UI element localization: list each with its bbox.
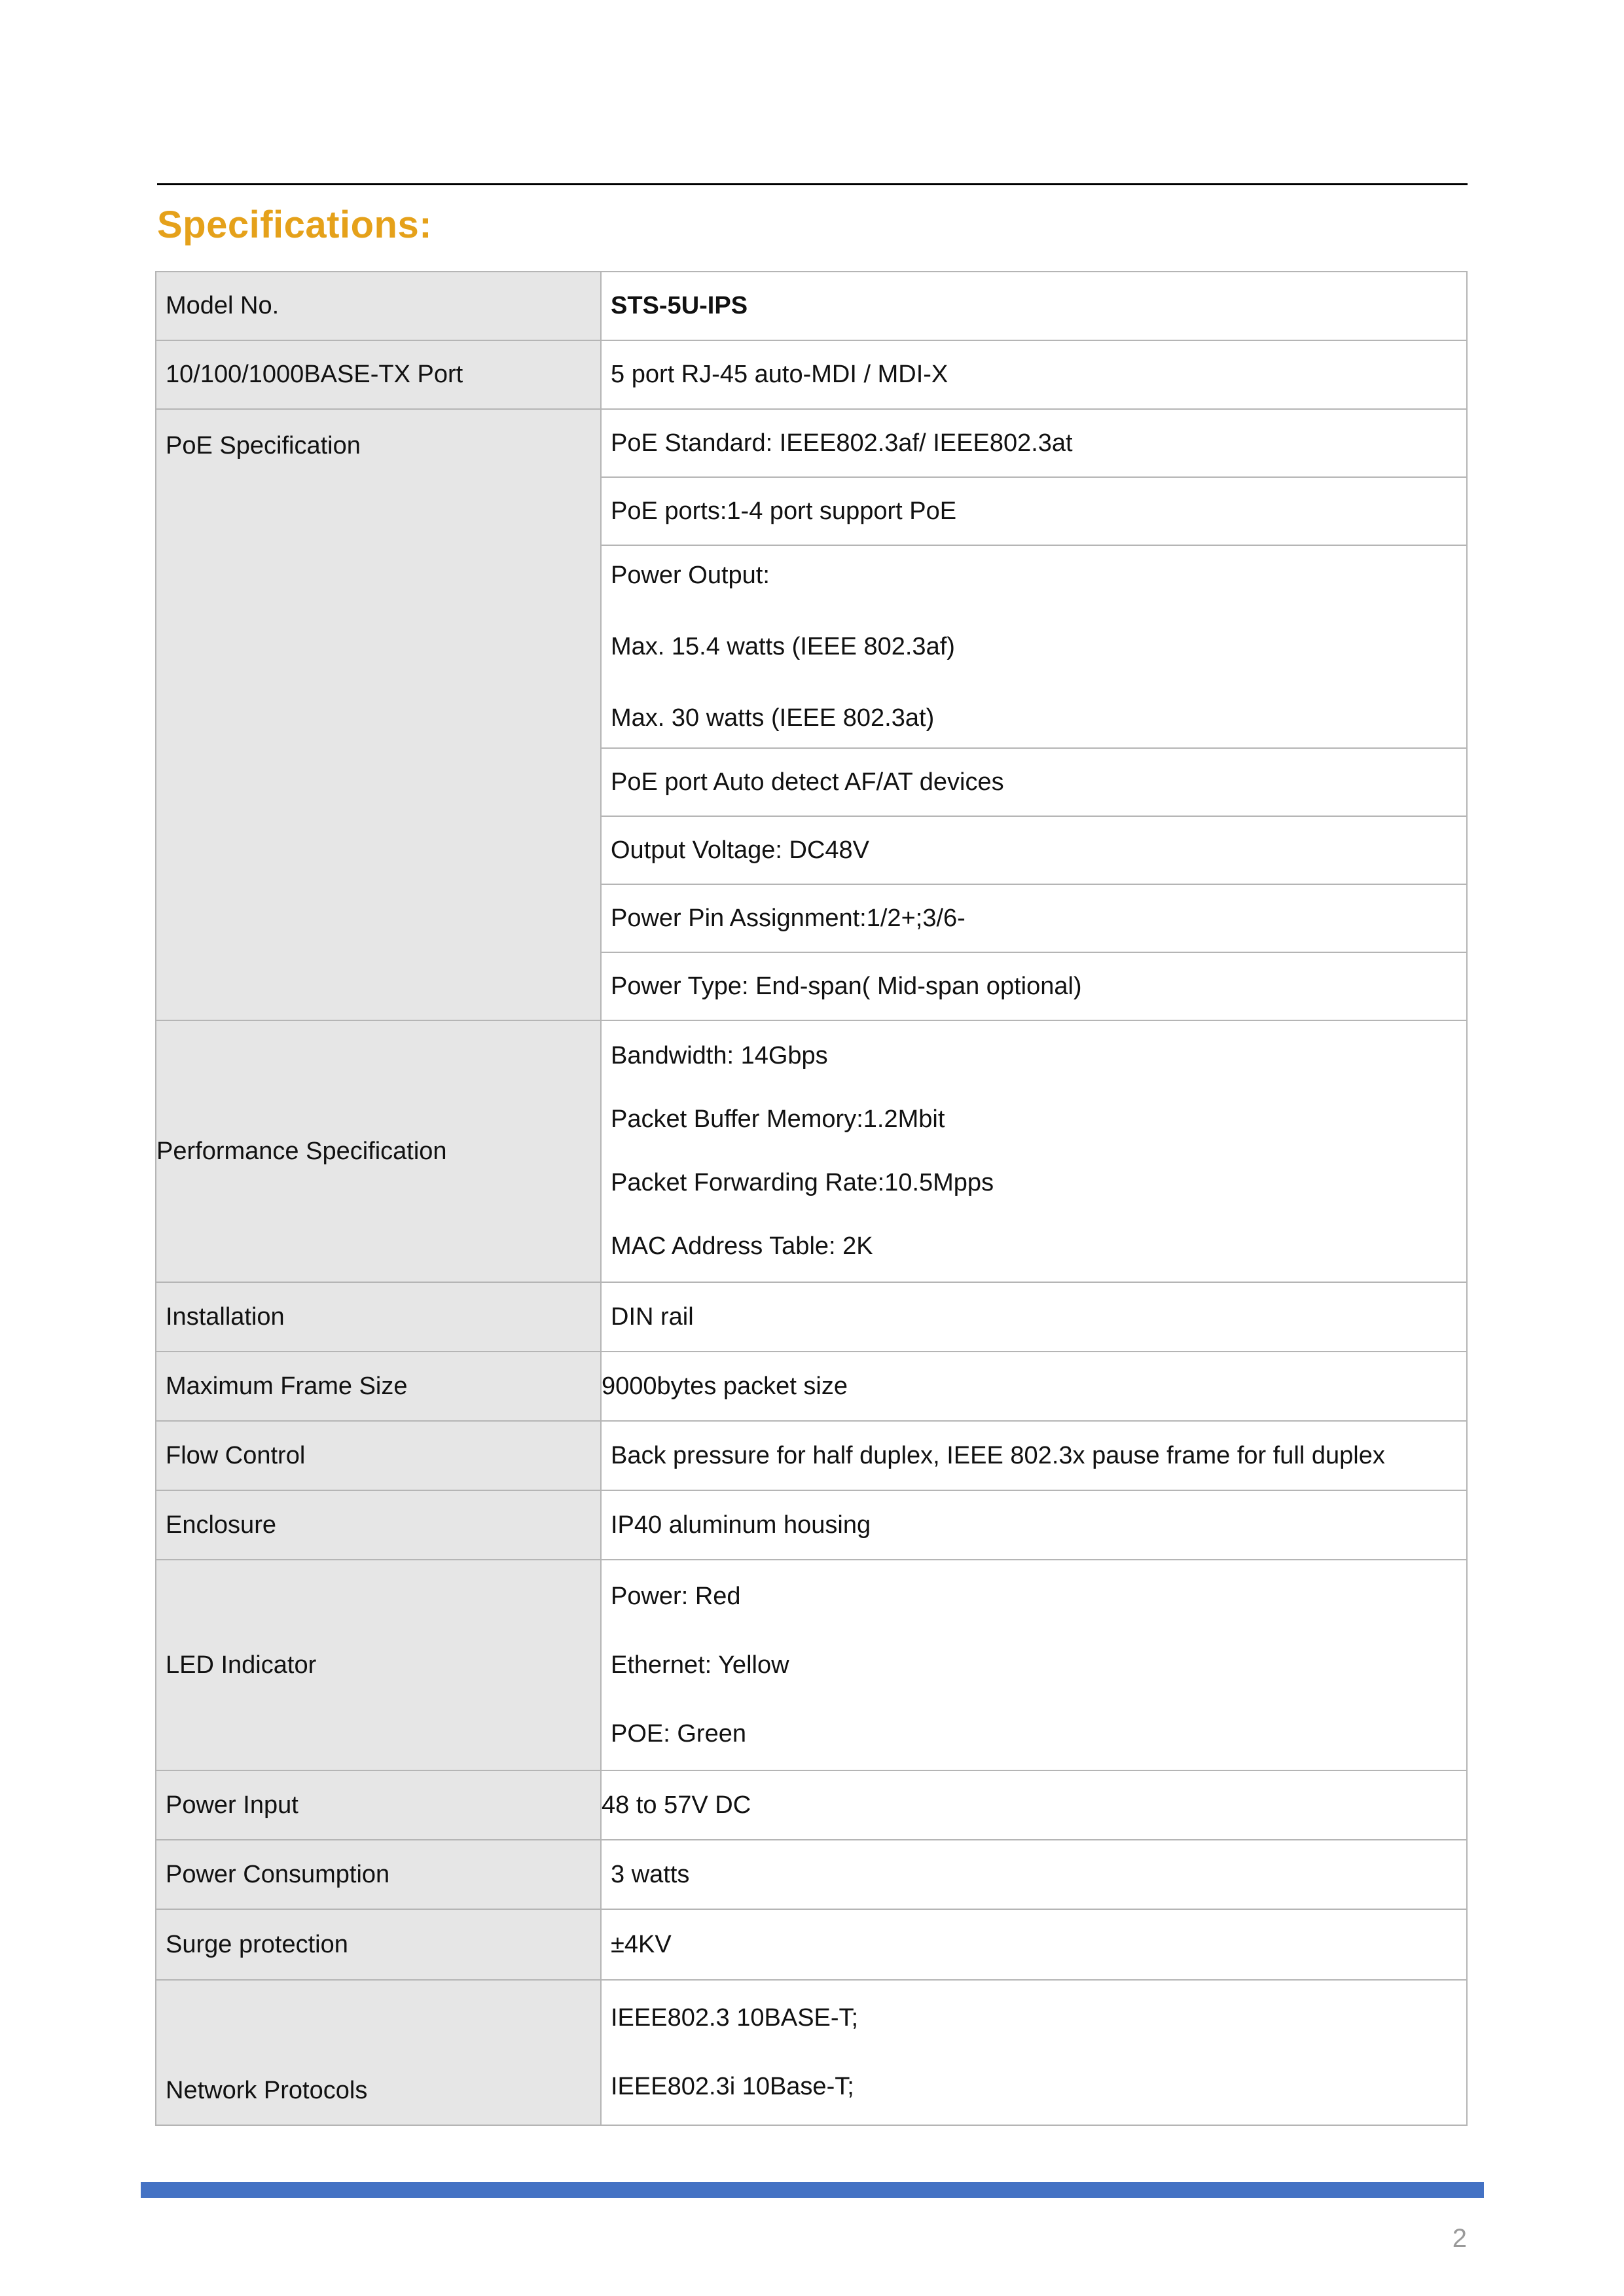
row-label: PoE Specification: [156, 409, 601, 1020]
table-row: [156, 1840, 1467, 1909]
row-value-line: Max. 15.4 watts (IEEE 802.3af): [611, 632, 955, 660]
row-value-line: Bandwidth: 14Gbps: [611, 1042, 828, 1069]
row-label: Power Input: [156, 1770, 601, 1840]
row-label: LED Indicator: [156, 1560, 601, 1770]
table-row: [156, 1282, 1467, 1352]
row-value: PoE port Auto detect AF/AT devices: [601, 748, 1467, 816]
model-number: STS-5U-IPS: [601, 272, 1467, 340]
row-value-line: IEEE802.3 10BASE-T;: [611, 2004, 859, 2032]
page-heading: Specifications:: [157, 204, 433, 246]
row-label: Surge protection: [156, 1909, 601, 1980]
row-label: Enclosure: [156, 1490, 601, 1560]
row-value-line: POE: Green: [611, 1719, 746, 1748]
row-label: Installation: [156, 1282, 601, 1352]
table-row: [156, 1020, 1467, 1282]
row-value: 48 to 57V DC: [601, 1770, 1467, 1840]
table-row: [156, 1770, 1467, 1840]
row-label: Network Protocols: [156, 1980, 601, 2125]
top-rule: [157, 183, 1468, 185]
row-value-line: IEEE802.3i 10Base-T;: [611, 2073, 854, 2100]
page-number: 2: [1452, 2224, 1467, 2253]
row-value: Output Voltage: DC48V: [601, 816, 1467, 884]
table-row: [156, 272, 1467, 340]
row-value-line: Power: Red: [611, 1582, 741, 1610]
led-cell: [601, 1560, 1467, 1770]
row-label: Maximum Frame Size: [156, 1352, 601, 1421]
row-label: 10/100/1000BASE-TX Port: [156, 340, 601, 409]
row-value: IP40 aluminum housing: [601, 1490, 1467, 1560]
row-value-line: Max. 30 watts (IEEE 802.3at): [611, 704, 935, 732]
row-value: DIN rail: [601, 1282, 1467, 1352]
table-row: [156, 409, 1467, 477]
row-value-line: Packet Buffer Memory:1.2Mbit: [611, 1105, 945, 1133]
table-row: [156, 1560, 1467, 1770]
performance-cell: [601, 1020, 1467, 1282]
row-value-line: Power Output:: [611, 561, 770, 589]
row-value: 3 watts: [601, 1840, 1467, 1909]
row-value: ±4KV: [601, 1909, 1467, 1980]
table-row: [156, 340, 1467, 409]
table-row: [156, 1352, 1467, 1421]
row-value: Back pressure for half duplex, IEEE 802.3x pause frame for full duplex: [601, 1421, 1467, 1490]
row-value: PoE Standard: IEEE802.3af/ IEEE802.3at: [601, 409, 1467, 477]
row-value: Power Type: End-span( Mid-span optional): [601, 952, 1467, 1020]
table-row: [156, 1421, 1467, 1490]
row-label: Model No.: [156, 272, 601, 340]
row-value-line: Ethernet: Yellow: [611, 1651, 789, 1679]
protocols-cell: [601, 1980, 1467, 2125]
table-row: [156, 1909, 1467, 1980]
row-label: Flow Control: [156, 1421, 601, 1490]
row-label: Performance Specification: [156, 1020, 601, 1282]
table-row: [156, 1980, 1467, 2125]
footer-bar: [141, 2182, 1484, 2198]
specifications-table: [155, 271, 1468, 2126]
power-output-cell: [601, 545, 1467, 748]
row-value: PoE ports:1-4 port support PoE: [601, 477, 1467, 545]
row-value-line: MAC Address Table: 2K: [611, 1232, 873, 1260]
row-value: 5 port RJ-45 auto-MDI / MDI-X: [601, 340, 1467, 409]
table-row: [156, 1490, 1467, 1560]
row-value: 9000bytes packet size: [601, 1352, 1467, 1421]
row-label: Power Consumption: [156, 1840, 601, 1909]
row-value: Power Pin Assignment:1/2+;3/6-: [601, 884, 1467, 952]
row-value-line: Packet Forwarding Rate:10.5Mpps: [611, 1169, 994, 1196]
